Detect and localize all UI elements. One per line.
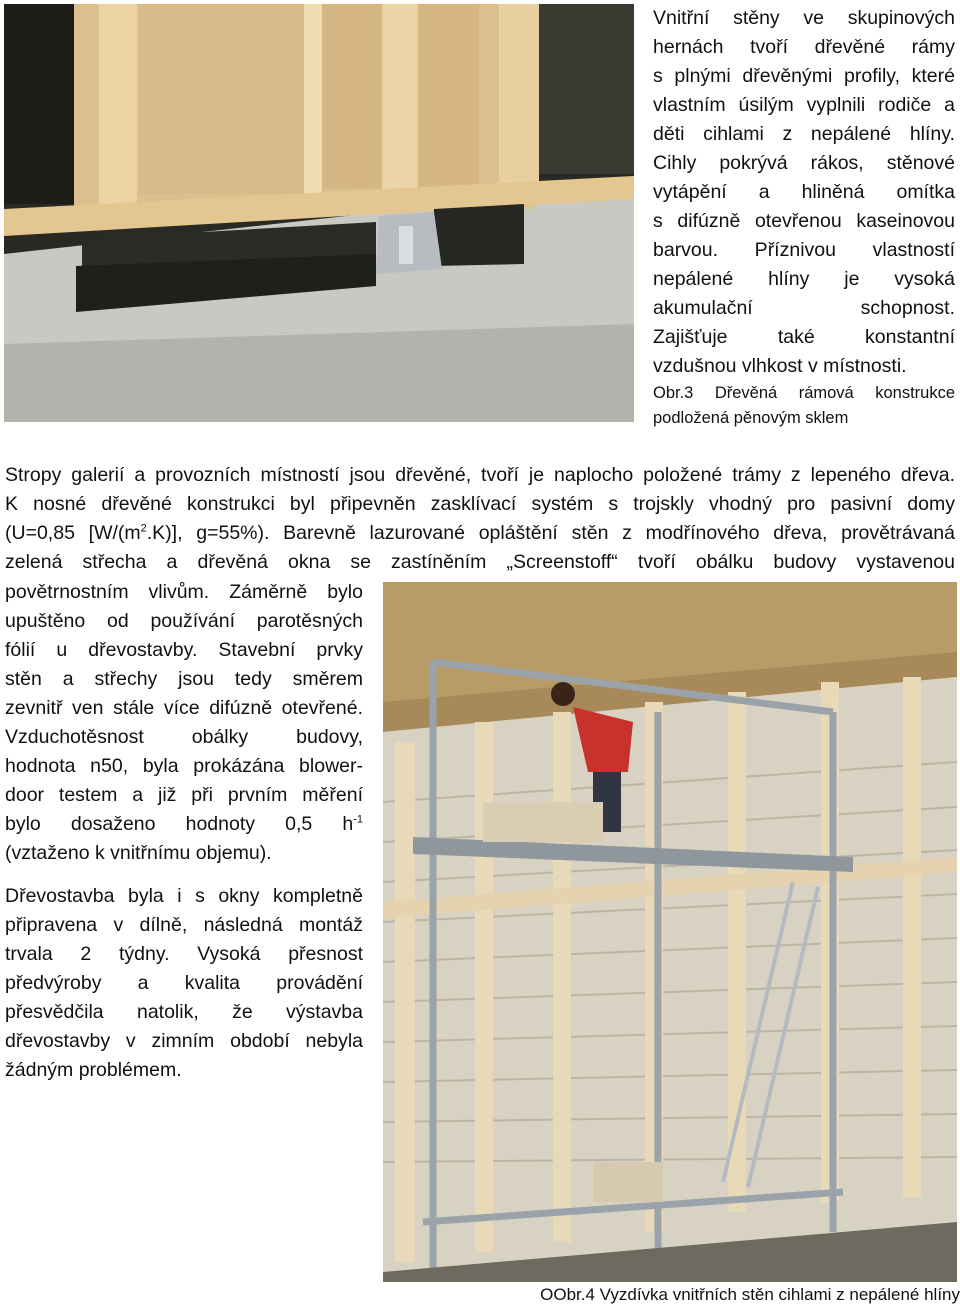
left-line <box>5 810 363 839</box>
figure-3-caption <box>653 381 955 431</box>
right-line: Cihly pokrývá rákos, stěnové <box>653 152 955 174</box>
paragraph-line: Stropy galerií a provozních místností jsou dřevěné, tvoří je naplocho položené trámy z lepeného dřeva. <box>5 464 955 486</box>
superscript: -1 <box>353 813 363 826</box>
left-line: (vztaženo k vnitřnímu objemu). <box>5 842 272 864</box>
right-line: s plnými dřevěnými profily, které <box>653 65 955 87</box>
left-line: povětrnostním vlivům. Záměrně bylo <box>5 581 363 603</box>
left-line: fólií u dřevostavby. Stavební prvky <box>5 639 363 661</box>
left-line: Dřevostavba byla i s okny kompletně <box>5 885 363 907</box>
left-column-paragraph-2 <box>5 882 363 1085</box>
left-line: připravena v dílně, následná montáž <box>5 914 363 936</box>
figure-3-caption-line2: podložená pěnovým sklem <box>653 409 849 427</box>
right-line: s difúzně otevřenou kaseinovou <box>653 210 955 232</box>
left-line: hodnota n50, byla prokázána blower- <box>5 755 363 777</box>
clay-brick-wall-photo <box>383 582 957 1282</box>
full-width-paragraph <box>5 461 955 577</box>
left-line: žádným problémem. <box>5 1059 182 1081</box>
right-line: vytápění a hliněná omítka <box>653 181 955 203</box>
figure-4-caption: OObr.4 Vyzdívka vnitřních stěn cihlami z nepálené hlíny <box>540 1285 960 1304</box>
paragraph-line: K nosné dřevěné konstrukci byl připevněn zasklívací systém s trojskly vhodný pro pasivní domy <box>5 493 955 515</box>
left-line: stěn a střechy jsou tedy směrem <box>5 668 363 690</box>
left-line: trvala 2 týdny. Vysoká přesnost <box>5 943 363 965</box>
clay-brick-wall-image <box>383 582 957 1282</box>
left-column-paragraph-1 <box>5 578 363 868</box>
right-column-text <box>653 4 955 381</box>
left-line: dřevostavby v zimním období nebyla <box>5 1030 363 1052</box>
right-line: Vnitřní stěny ve skupinových <box>653 7 955 29</box>
left-line: upuštěno od používání parotěsných <box>5 610 363 632</box>
right-line: vzdušnou vlhkost v místnosti. <box>653 355 907 377</box>
superscript: 2 <box>140 522 147 535</box>
paragraph-line-rest: .K)], g=55%). Barevně lazurované opláštění stěn z modřínového dřeva, provětrávaná <box>146 522 955 544</box>
u-value-text: (U=0,85 [W/(m <box>5 522 141 544</box>
left-line: předvýroby a kvalita provádění <box>5 972 363 994</box>
right-line: barvou. Příznivou vlastností <box>653 239 955 261</box>
right-line: Zajišťuje také konstantní <box>653 326 955 348</box>
right-line: akumulační schopnost. <box>653 297 955 319</box>
left-line: přesvědčila natolik, že výstavba <box>5 1001 363 1023</box>
right-line: nepálené hlíny je vysoká <box>653 268 955 290</box>
paragraph-line: zelená střecha a dřevěná okna se zastíněním „Screenstoff“ tvoří obálku budovy vystavenou <box>5 551 955 573</box>
right-line: hernách tvoří dřevěné rámy <box>653 36 955 58</box>
right-line: vlastním úsilým vyplnili rodiče a <box>653 94 955 116</box>
left-line: door testem a již při prvním měření <box>5 784 363 806</box>
figure-3-caption-line1: Obr.3 Dřevěná rámová konstrukce <box>653 384 955 402</box>
right-line: děti cihlami z nepálené hlíny. <box>653 123 955 145</box>
timber-frame-photo <box>4 4 634 422</box>
left-line: zevnitř ven stále více difúzně otevřené. <box>5 697 363 719</box>
left-line: Vzduchotěsnost obálky budovy, <box>5 726 363 748</box>
paragraph-line <box>5 519 955 548</box>
timber-frame-image <box>4 4 634 422</box>
left-line-text: bylo dosaženo hodnoty 0,5 h <box>5 813 354 835</box>
